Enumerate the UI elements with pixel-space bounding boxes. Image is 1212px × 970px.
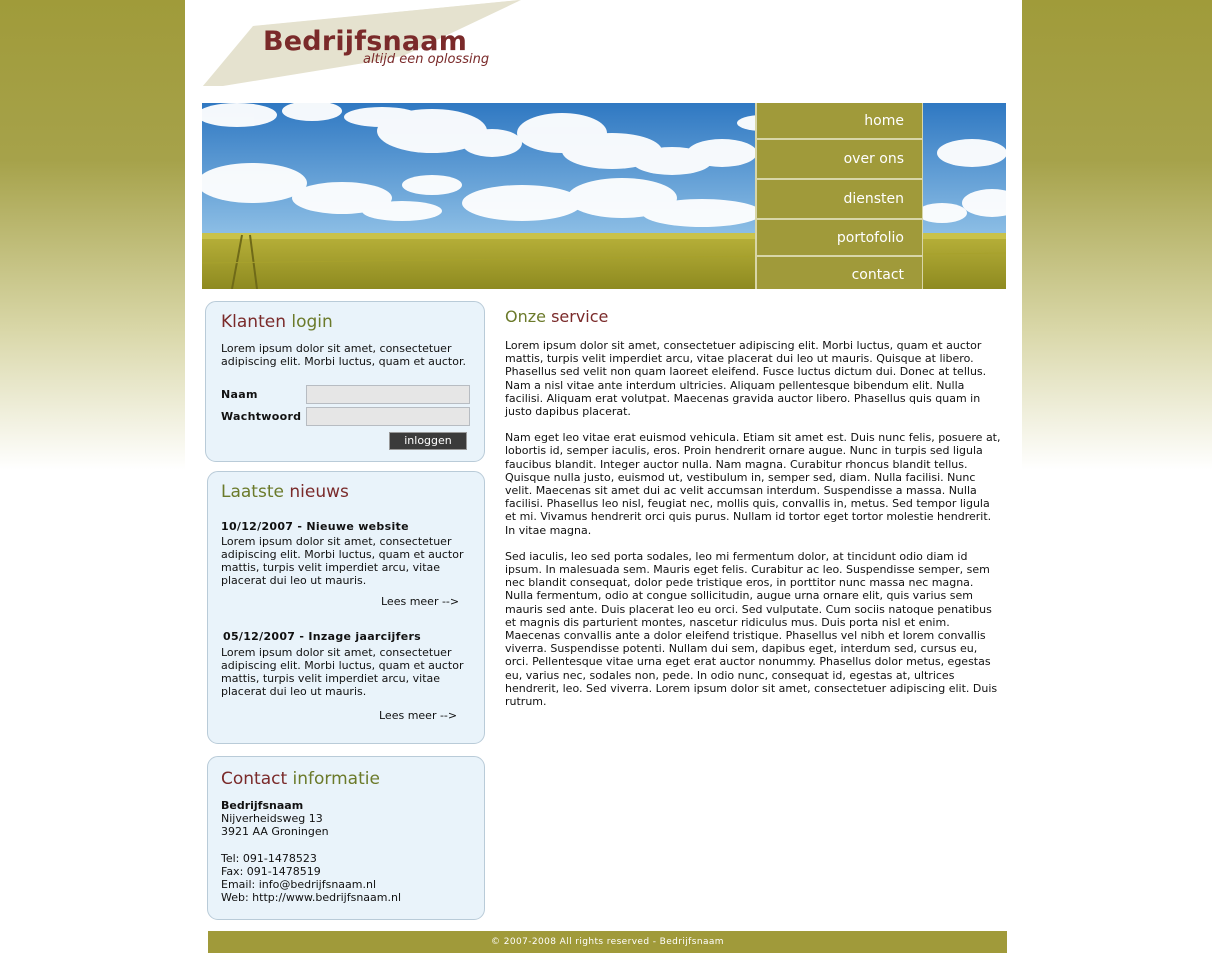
login-intro-text: Lorem ipsum dolor sit amet, consectetuer adipiscing elit. Morbi luctus, quam et auctor. [221, 342, 466, 368]
name-input[interactable] [306, 385, 470, 404]
nav-diensten[interactable]: diensten [757, 180, 922, 220]
header-banner [202, 103, 1006, 289]
service-title [505, 307, 608, 326]
contact-company: Bedrijfsnaam [221, 799, 304, 812]
login-title [221, 312, 333, 332]
site-logo[interactable] [203, 0, 533, 90]
news-box [207, 471, 485, 744]
login-box [205, 301, 485, 462]
news-item-body: Lorem ipsum dolor sit amet, consectetuer adipiscing elit. Morbi luctus, quam et auctor mattis, turpis velit imperdiet arcu, vitae placerat dui leo ut mauris. [221, 646, 464, 698]
login-title-part1: Klanten [221, 312, 286, 332]
news-title-part2: nieuws [289, 482, 349, 502]
contact-details [221, 799, 401, 904]
contact-title [221, 769, 380, 789]
news-read-more-link[interactable]: Lees meer --> [379, 709, 458, 722]
service-content [505, 339, 1003, 721]
brand-name: Bedrijfsnaam [263, 26, 468, 57]
news-title [221, 482, 349, 502]
contact-city: 3921 AA Groningen [221, 825, 329, 839]
contact-title-part2: informatie [292, 769, 380, 789]
password-label: Wachtwoord [221, 410, 302, 423]
nav-home[interactable]: home [757, 103, 922, 140]
main-navigation [755, 103, 923, 289]
news-title-part1: Laatste [221, 482, 284, 502]
nav-contact[interactable]: contact [851, 267, 904, 283]
service-paragraph: Lorem ipsum dolor sit amet, consectetuer adipiscing elit. Morbi luctus, quam et auctor mattis, turpis velit imperdiet arcu, vitae placerat dui leo ut mauris. Quisque at libero. Phasellus sed velit non quam laoreet eleifend. Fusce luctus dictum dui. Donec at tellus. Nam a nisl vitae ante interdum ultricies. Aliquam pellentesque bibendum elit. Nulla facilisi. Aliquam erat volutpat. Maecenas gravida auctor libero. Phasellus quis quam in justo dapibus placerat. [505, 339, 987, 419]
news-item-body: Lorem ipsum dolor sit amet, consectetuer adipiscing elit. Morbi luctus, quam et auctor mattis, turpis velit imperdiet arcu, vitae placerat dui leo ut mauris. [221, 535, 464, 587]
page [185, 0, 1022, 970]
news-item-heading: 10/12/2007 - Nieuwe website [221, 520, 409, 533]
contact-box [207, 756, 485, 920]
service-title-part1: Onze [505, 307, 546, 326]
contact-fax: Fax: 091-1478519 [221, 864, 321, 878]
service-paragraph: Nam eget leo vitae erat euismod vehicula. Etiam sit amet est. Duis nunc felis, posuere at, lobortis id, semper iaculis, eros. Proin hendrerit ornare augue. Nunc in turpis sed ligula faucibus blandit. Integer auctor nulla. Nam magna. Curabitur rhoncus blandit tellus. Quisque nulla justo, euismod ut, vestibulum in, semper sed, diam. Nulla facilisi. Nunc velit. Maecenas sit amet dui ac velit accumsan interdum. Suspendisse a massa. Nulla facilisi. Phasellus leo nisl, feugiat nec, mollis quis, convallis in, metus. Sed tempor ligula et mi. Vivamus hendrerit orci quis purus. Nullam id tortor eget tortor molestie hendrerit. In vitae magna. [505, 431, 1001, 537]
service-title-part2: service [551, 307, 609, 326]
contact-title-part1: Contact [221, 769, 288, 789]
service-paragraph: Sed iaculis, leo sed porta sodales, leo mi fermentum dolor, at tincidunt odio diam id ipsum. In malesuada sem. Mauris eget felis. Curabitur ac leo. Suspendisse semper, sem nec blandit consequat, dolor pede tristique eros, in porttitor nunc massa nec magna. Nulla fermentum, odio at congue sollicitudin, augue urna ornare elit, quis varius sem mauris sed ante. Duis placerat leo eu orci. Sed vulputate. Cum sociis natoque penatibus et magnis dis parturient montes, nascetur ridiculus mus. Duis porta nisl et enim. Maecenas convallis ante a dolor eleifend tristique. Phasellus vel nibh et lorem convallis viverra. Suspendisse potenti. Nullam dui sem, dapibus eget, interdum sed, cursus eu, orci. Pellentesque vitae urna eget erat auctor nonummy. Phasellus dolor metus, egestas eu, varius nec, sodales non, pede. In odio nunc, consequat id, egestas at, ultrices hendrerit, leo. Sed viverra. Lorem ipsum dolor sit amet, consectetuer adipiscing elit. Duis rutrum. [505, 549, 998, 709]
login-title-part2: login [291, 312, 333, 332]
news-item-heading: 05/12/2007 - Inzage jaarcijfers [223, 630, 422, 643]
contact-tel: Tel: 091-1478523 [221, 851, 317, 865]
nav-over-ons[interactable]: over ons [757, 140, 922, 180]
nav-portofolio[interactable]: portofolio [757, 220, 922, 257]
contact-street: Nijverheidsweg 13 [221, 812, 323, 826]
footer-copyright: © 2007-2008 All rights reserved - Bedrijfsnaam [208, 931, 1007, 953]
contact-email[interactable]: Email: info@bedrijfsnaam.nl [221, 878, 377, 892]
login-button[interactable]: inloggen [389, 432, 467, 450]
contact-web[interactable]: Web: http://www.bedrijfsnaam.nl [221, 891, 402, 905]
name-label: Naam [221, 388, 258, 401]
brand-tagline: altijd een oplossing [363, 52, 490, 67]
news-read-more-link[interactable]: Lees meer --> [381, 595, 460, 608]
password-input[interactable] [306, 407, 470, 426]
